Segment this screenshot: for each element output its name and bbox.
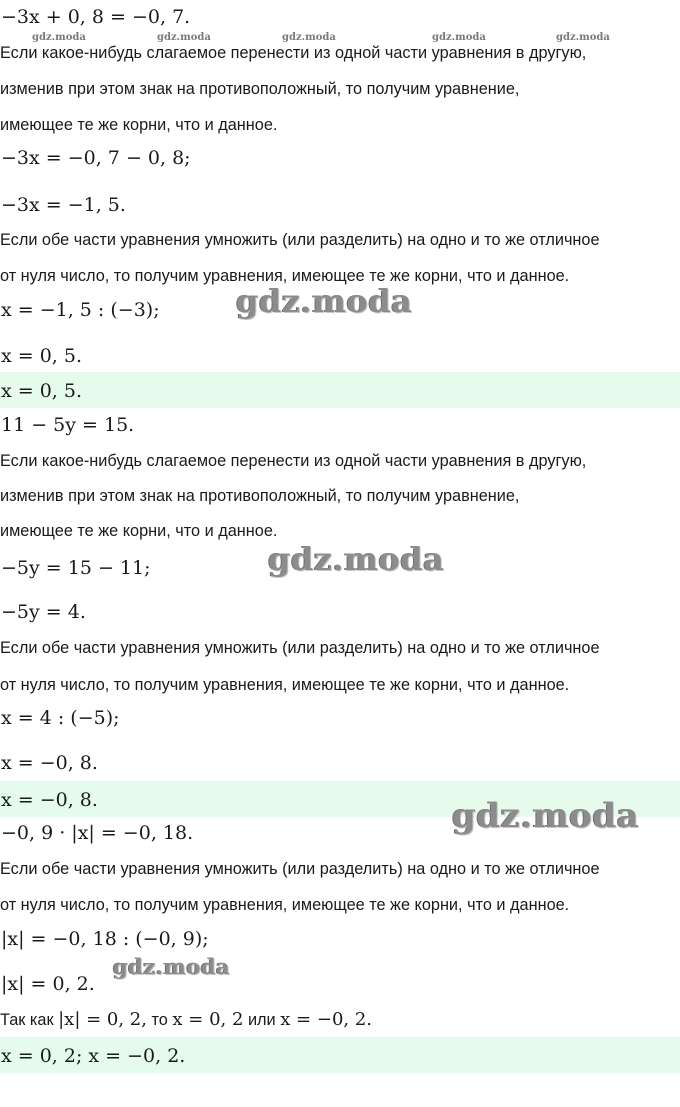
equation: x = −0, 8. xyxy=(1,752,98,774)
rule-text: изменив при этом знак на противоположный, то получим уравнение, xyxy=(0,80,520,98)
watermark-large: gdz.moda xyxy=(113,954,231,979)
answer-text: x = 0, 5. xyxy=(1,380,83,402)
rule-text: от нуля число, то получим уравнения, имеющее те же корни, что и данное. xyxy=(0,676,570,694)
watermark-small: gdz.moda xyxy=(32,32,86,43)
rule-text: Если обе части уравнения умножить (или разделить) на одно и то же отличное xyxy=(0,231,600,249)
equation: −0, 9 · |x| = −0, 18. xyxy=(1,822,194,844)
watermark-large: gdz.moda xyxy=(452,796,640,836)
watermark-small: gdz.moda xyxy=(556,32,610,43)
answer-box xyxy=(0,1037,680,1073)
rule-text: Если обе части уравнения умножить (или разделить) на одно и то же отличное xyxy=(0,639,600,657)
since-line xyxy=(0,1009,680,1030)
equation: |x| = 0, 2. xyxy=(1,973,95,995)
since-condition: |x| = 0, 2, xyxy=(58,1009,147,1030)
equation: −3x = −1, 5. xyxy=(1,194,126,216)
watermark-large: gdz.moda xyxy=(236,282,413,320)
equation: −5y = 4. xyxy=(1,601,86,623)
equation: x = −1, 5 : (−3); xyxy=(1,299,160,321)
equation: −3x + 0, 8 = −0, 7. xyxy=(1,6,191,28)
rule-text: изменив при этом знак на противоположный, то получим уравнение, xyxy=(0,487,520,505)
since-then: то xyxy=(151,1011,168,1029)
rule-text: от нуля число, то получим уравнения, имеющее те же корни, что и данное. xyxy=(0,896,570,914)
rule-text: имеющее те же корни, что и данное. xyxy=(0,522,278,540)
since-root-2: x = −0, 2. xyxy=(280,1009,373,1030)
rule-text: от нуля число, то получим уравнения, имеющее те же корни, что и данное. xyxy=(0,267,570,285)
rule-text: имеющее те же корни, что и данное. xyxy=(0,116,278,134)
equation: x = 0, 5. xyxy=(1,345,83,367)
watermark-large: gdz.moda xyxy=(268,540,445,578)
equation: 11 − 5y = 15. xyxy=(1,414,135,436)
equation: −3x = −0, 7 − 0, 8; xyxy=(1,147,191,169)
since-prefix: Так как xyxy=(0,1011,54,1029)
answer-box xyxy=(0,372,680,408)
answer-text: x = −0, 8. xyxy=(1,789,98,811)
since-root-1: x = 0, 2 xyxy=(172,1009,244,1030)
watermark-small: gdz.moda xyxy=(282,32,336,43)
equation: −5y = 15 − 11; xyxy=(1,557,151,579)
since-or: или xyxy=(247,1011,276,1029)
rule-text: Если какое-нибудь слагаемое перенести из одной части уравнения в другую, xyxy=(0,44,587,62)
watermark-small: gdz.moda xyxy=(157,32,211,43)
equation: |x| = −0, 18 : (−0, 9); xyxy=(1,928,209,950)
watermark-small: gdz.moda xyxy=(432,32,486,43)
rule-text: Если какое-нибудь слагаемое перенести из одной части уравнения в другую, xyxy=(0,452,587,470)
rule-text: Если обе части уравнения умножить (или разделить) на одно и то же отличное xyxy=(0,860,600,878)
equation: x = 4 : (−5); xyxy=(1,707,120,729)
answer-text: x = 0, 2; x = −0, 2. xyxy=(1,1045,186,1067)
